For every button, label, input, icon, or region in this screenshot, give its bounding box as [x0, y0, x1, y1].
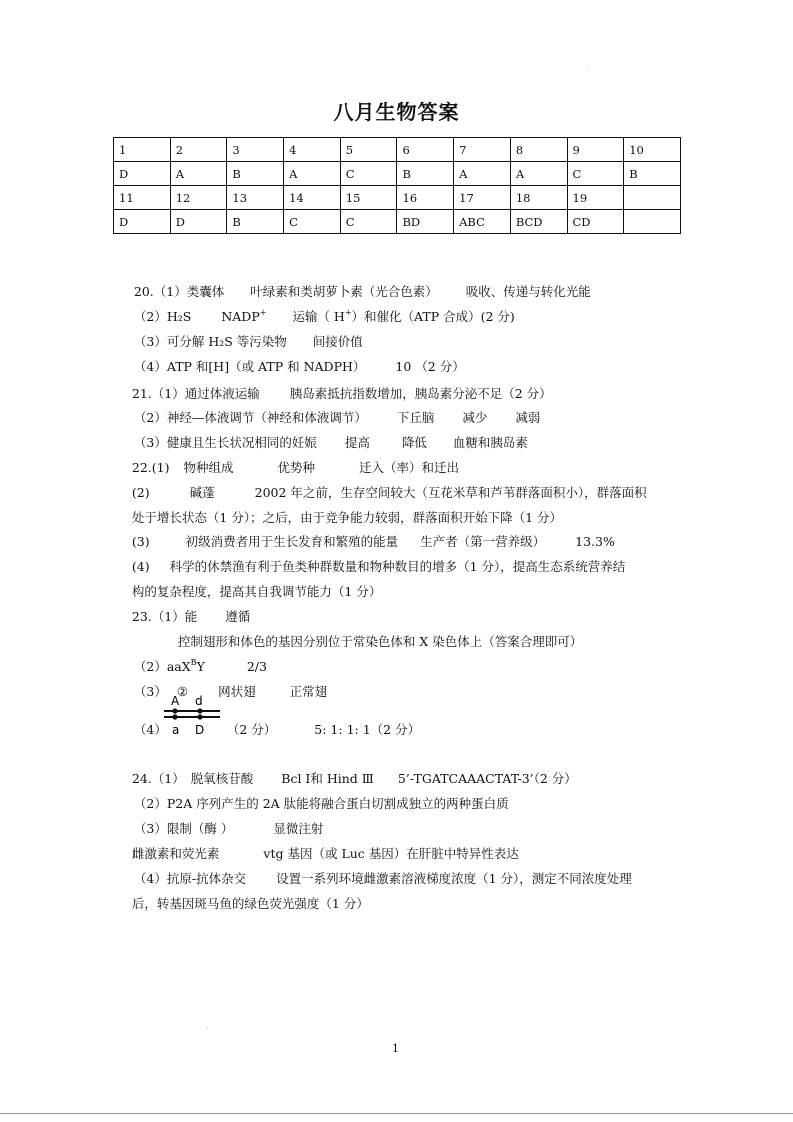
q20-line-4 [118, 343, 465, 374]
table-cell: 4 [284, 138, 341, 162]
q22-line-2 [116, 469, 647, 500]
table-cell: 12 [170, 186, 227, 210]
text: 设置一系列环境雌激素溶液梯度浓度（1 分），测定不同浓度处理 [276, 871, 632, 886]
q23-line-2 [162, 618, 583, 649]
text: 2002 年之前，生存空间较大（互花米草和芦苇群落面积小），群落面积 [254, 485, 647, 500]
table-cell: A [454, 162, 511, 186]
text: 优势种 [277, 460, 316, 475]
superscript: + [344, 308, 352, 317]
table-row-question-numbers [114, 138, 681, 162]
table-cell: ABC [454, 210, 511, 234]
q20-line-3 [118, 318, 363, 349]
q24-line-6 [116, 880, 369, 911]
locus-dot [197, 708, 202, 713]
text: ）和催化（ATP 合成）(2 分) [351, 309, 515, 324]
text: 10 （2 分） [395, 359, 465, 374]
table-cell: B [397, 162, 454, 186]
text: 吸收、传递与转化光能 [465, 284, 591, 299]
text: 下丘脑 [396, 410, 435, 425]
text: (4) [131, 559, 150, 574]
allele-label: d [195, 694, 203, 708]
q22-line-5 [116, 543, 626, 574]
table-cell: 11 [114, 186, 171, 210]
text: ② [176, 684, 189, 699]
q21-line-2 [118, 394, 541, 425]
text: 5: 1: 1: 1（2 分） [314, 722, 421, 737]
scan-speck [207, 1027, 208, 1028]
table-cell: 6 [397, 138, 454, 162]
text: 雌激素和荧光素 [131, 846, 220, 861]
table-cell: BD [397, 210, 454, 234]
table-cell: 2 [170, 138, 227, 162]
text: 23.（1）能 [131, 609, 198, 624]
text: 13.3% [575, 534, 615, 549]
table-cell: BCD [510, 210, 567, 234]
table-cell: 9 [567, 138, 624, 162]
text: vtg 基因（或 Luc 基因）在肝脏中特异性表达 [263, 846, 519, 861]
table-cell: A [510, 162, 567, 186]
table-cell: CD [567, 210, 624, 234]
table-cell [624, 186, 681, 210]
table-cell: 17 [454, 186, 511, 210]
q24-line-4 [116, 830, 519, 861]
text: 24.（1） [131, 771, 185, 786]
text: 2/3 [246, 659, 267, 674]
text: 显微注射 [273, 821, 324, 836]
text: （3）健康且生长状况相同的妊娠 [133, 435, 317, 450]
text: 科学的休禁渔有利于鱼类种群数量和物种数目的增多（1 分），提高生态系统营养结 [169, 559, 626, 574]
table-cell: 18 [510, 186, 567, 210]
q22-line-3 [116, 494, 563, 525]
q22-line-1 [116, 444, 460, 475]
text: (2) [131, 485, 150, 500]
superscript: B [190, 658, 197, 667]
text: 遵循 [225, 609, 251, 624]
text: 20.（1）类囊体 [133, 284, 225, 299]
text: 正常翅 [289, 684, 328, 699]
locus-dot [197, 714, 202, 719]
table-cell: 13 [227, 186, 284, 210]
footer-rule [0, 1113, 793, 1114]
table-cell: 7 [454, 138, 511, 162]
answer-table [113, 137, 681, 234]
text: 5’-TGATCAAACTAT-3’（2 分） [397, 771, 577, 786]
text: 脱氧核苷酸 [190, 771, 254, 786]
text: Y [196, 659, 205, 674]
text: （3）限制（酶 ） [133, 821, 234, 836]
locus-dot [172, 714, 177, 719]
q23-line-1 [116, 593, 251, 624]
table-cell: B [227, 162, 284, 186]
text: 提高 [344, 435, 370, 450]
text: 碱蓬 [189, 485, 215, 500]
text: 处于增长状态（1 分）；之后，由于竞争能力较弱，群落面积开始下降（1 分） [131, 510, 563, 525]
text: （2）aaX [133, 659, 191, 674]
text: 胰岛素抵抗指数增加，胰岛素分泌不足（2 分） [289, 386, 552, 401]
text: (3) [131, 534, 150, 549]
text: （2）H₂S [133, 309, 192, 324]
text: （2 分） [226, 722, 277, 737]
table-cell: 19 [567, 186, 624, 210]
q24-line-3 [118, 805, 324, 836]
allele-label: a [172, 723, 180, 737]
table-cell: D [114, 210, 171, 234]
table-cell: 1 [114, 138, 171, 162]
q24-line-2 [118, 780, 509, 811]
text: 网状翅 [218, 684, 256, 699]
q24-line-1 [116, 755, 577, 786]
text: 血糖和胰岛素 [452, 435, 528, 450]
q20-line-2 [118, 293, 515, 324]
superscript: + [259, 308, 267, 317]
text: （3） [133, 684, 167, 699]
text: 间接价值 [312, 334, 363, 349]
text: 21.（1）通过体液运输 [131, 386, 260, 401]
text: （2）神经—体液调节（神经和体液调节） [133, 410, 367, 425]
table-cell: A [170, 162, 227, 186]
table-cell: 5 [340, 138, 397, 162]
text: 降低 [401, 435, 427, 450]
text: 22.(1) [131, 460, 170, 475]
q23-line-4 [118, 668, 328, 699]
text: （2）P2A 序列产生的 2A 肽能将融合蛋白切割成独立的两种蛋白质 [133, 796, 509, 811]
text: 物种组成 [183, 460, 234, 475]
text: 迁入（率）和迁出 [359, 460, 460, 475]
table-cell: 15 [340, 186, 397, 210]
text: Bcl Ⅰ和 Hind Ⅲ [281, 771, 374, 786]
table-row-answers [114, 210, 681, 234]
q22-line-4 [116, 518, 615, 549]
q20-line-1 [118, 268, 591, 299]
table-cell: B [227, 210, 284, 234]
table-cell: 16 [397, 186, 454, 210]
q23-line-3 [118, 643, 267, 674]
text: 叶绿素和类胡萝卜素（光合色素） [250, 284, 438, 299]
table-cell [624, 210, 681, 234]
text: 生产者（第一营养级） [420, 534, 546, 549]
allele-label: A [171, 694, 180, 708]
text: （3）可分解 H₂S 等污染物 [133, 334, 287, 349]
text: 运输（ H [292, 309, 345, 324]
text: 初级消费者用于生长发育和繁殖的能量 [185, 534, 399, 549]
table-cell: C [340, 162, 397, 186]
q24-line-5 [118, 855, 632, 886]
text: （4）抗原-抗体杂交 [133, 871, 247, 886]
text: 构的复杂程度，提高其自我调节能力（1 分） [131, 584, 382, 599]
scan-speck [587, 67, 588, 68]
table-cell: C [284, 210, 341, 234]
text: （4）ATP 和[H]（或 ATP 和 NADPH） [133, 359, 366, 374]
table-cell: B [624, 162, 681, 186]
q21-line-1 [116, 370, 552, 401]
q22-line-6 [116, 568, 382, 599]
table-cell: 8 [510, 138, 567, 162]
table-cell: D [170, 210, 227, 234]
table-cell: C [340, 210, 397, 234]
page-number: 1 [392, 1042, 399, 1055]
text: 控制翅形和体色的基因分别位于常染色体和 X 染色体上（答案合理即可） [177, 634, 583, 649]
table-cell: 10 [624, 138, 681, 162]
text: 减少 [462, 410, 488, 425]
page-title: 八月生物答案 [333, 100, 460, 124]
allele-label: D [195, 723, 205, 737]
text: 减弱 [515, 410, 541, 425]
table-row-answers [114, 162, 681, 186]
table-cell: 3 [227, 138, 284, 162]
table-row-question-numbers [114, 186, 681, 210]
table-cell: D [114, 162, 171, 186]
table-cell: C [567, 162, 624, 186]
chromosome-diagram [164, 692, 224, 738]
text: （4） [133, 722, 167, 737]
text: NADP [221, 309, 260, 324]
locus-dot [172, 708, 177, 713]
table-cell: A [284, 162, 341, 186]
table-cell: 14 [284, 186, 341, 210]
q21-line-3 [118, 419, 528, 450]
text: 后，转基因斑马鱼的绿色荧光强度（1 分） [131, 896, 369, 911]
